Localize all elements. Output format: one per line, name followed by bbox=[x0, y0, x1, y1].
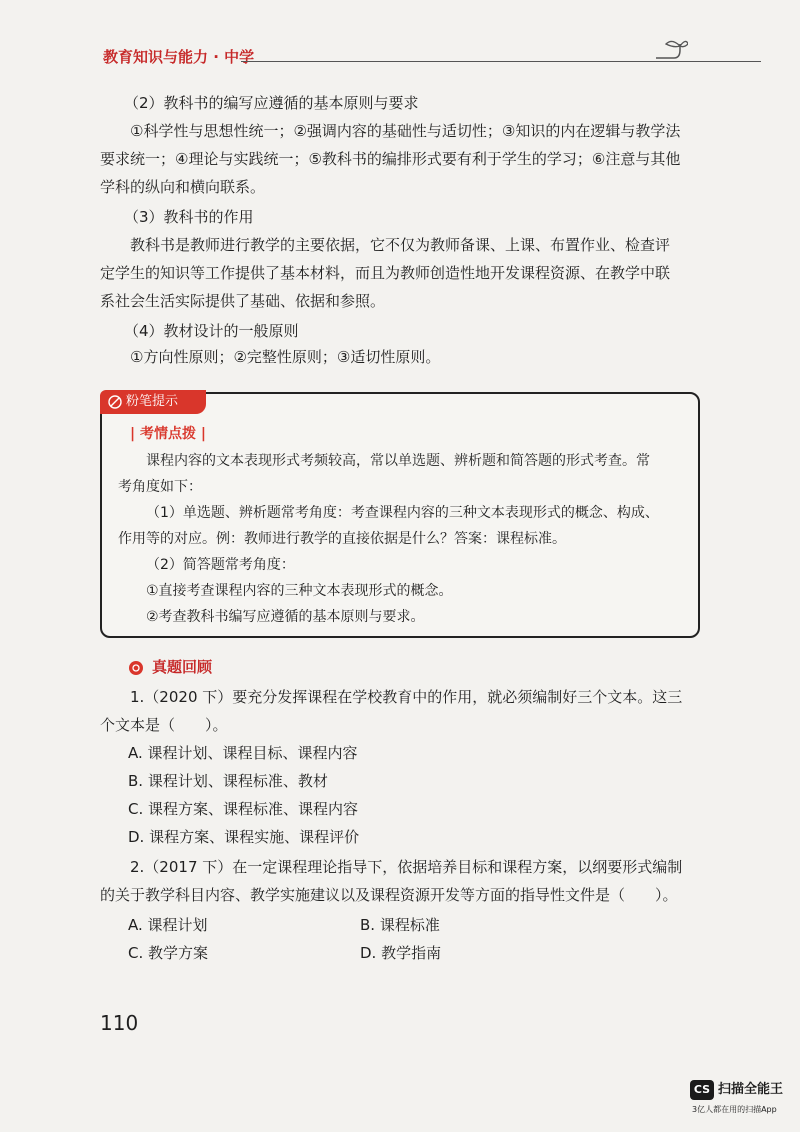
watermark-tagline: 3亿人都在用的扫描App bbox=[692, 1105, 777, 1114]
q2-option-a: A. 课程计划 bbox=[128, 916, 208, 934]
section3-line-3: 系社会生活实际提供了基础、依据和参照。 bbox=[100, 292, 386, 310]
q1-line-2: 个文本是（ ）。 bbox=[100, 716, 228, 734]
q1-option-b: B. 课程计划、课程标准、教材 bbox=[128, 772, 328, 790]
callout-line-6: ①直接考查课程内容的三种文本表现形式的概念。 bbox=[146, 583, 453, 599]
scanner-watermark bbox=[690, 1080, 800, 1130]
tip-tag bbox=[100, 390, 206, 414]
header-title: 教育知识与能力 · 中学 bbox=[103, 48, 255, 66]
section3-line-2: 定学生的知识等工作提供了基本材料，而且为教师创造性地开发课程资源、在教学中联 bbox=[100, 264, 671, 282]
review-icon bbox=[128, 660, 144, 676]
watermark-name: 扫描全能王 bbox=[718, 1082, 784, 1097]
q2-line-2: 的关于教学科目内容、教学实施建议以及课程资源开发等方面的指导性文件是（ ）。 bbox=[100, 886, 678, 904]
callout-line-2: 考角度如下： bbox=[118, 479, 202, 495]
section4-line: ①方向性原则；②完整性原则；③适切性原则。 bbox=[130, 348, 441, 366]
callout-line-1: 课程内容的文本表现形式考频较高，常以单选题、辨析题和简答题的形式考查。常 bbox=[146, 453, 650, 469]
sprout-icon bbox=[652, 36, 688, 64]
q1-line-1: 1.（2020 下）要充分发挥课程在学校教育中的作用，就必须编制好三个文本。这三 bbox=[130, 688, 683, 706]
section4-heading: （4）教材设计的一般原则 bbox=[124, 322, 299, 340]
chalk-icon bbox=[108, 395, 122, 409]
q1-option-c: C. 课程方案、课程标准、课程内容 bbox=[128, 800, 359, 818]
tip-tag-label: 粉笔提示 bbox=[126, 394, 179, 409]
section2-line-1: ①科学性与思想性统一；②强调内容的基础性与适切性；③知识的内在逻辑与教学法 bbox=[130, 122, 681, 140]
q2-option-b: B. 课程标准 bbox=[360, 916, 440, 934]
callout-subtitle: | 考情点拨 | bbox=[130, 426, 206, 442]
callout-line-7: ②考查教科书编写应遵循的基本原则与要求。 bbox=[146, 609, 425, 625]
section2-line-3: 学科的纵向和横向联系。 bbox=[100, 178, 266, 196]
page-header bbox=[103, 46, 683, 70]
q2-line-1: 2.（2017 下）在一定课程理论指导下，依据培养目标和课程方案，以纲要形式编制 bbox=[130, 858, 683, 876]
callout-line-3: （1）单选题、辨析题常考角度：考查课程内容的三种文本表现形式的概念、构成、 bbox=[146, 505, 659, 521]
section2-line-2: 要求统一；④理论与实践统一；⑤教科书的编排形式要有利于学生的学习；⑥注意与其他 bbox=[100, 150, 681, 168]
q2-option-c: C. 教学方案 bbox=[128, 944, 209, 962]
section2-heading: （2）教科书的编写应遵循的基本原则与要求 bbox=[124, 94, 419, 112]
q1-option-a: A. 课程计划、课程目标、课程内容 bbox=[128, 744, 358, 762]
camscanner-logo-icon: CS bbox=[690, 1080, 714, 1100]
section3-heading: （3）教科书的作用 bbox=[124, 208, 254, 226]
q1-option-d: D. 课程方案、课程实施、课程评价 bbox=[128, 828, 360, 846]
review-title: 真题回顾 bbox=[152, 658, 213, 676]
callout-line-5: （2）简答题常考角度： bbox=[146, 557, 295, 573]
section3-line-1: 教科书是教师进行教学的主要依据，它不仅为教师备课、上课、布置作业、检查评 bbox=[130, 236, 671, 254]
q2-option-d: D. 教学指南 bbox=[360, 944, 442, 962]
page-number: 110 bbox=[100, 1011, 139, 1035]
callout-line-4: 作用等的对应。例：教师进行教学的直接依据是什么？答案：课程标准。 bbox=[118, 531, 566, 547]
